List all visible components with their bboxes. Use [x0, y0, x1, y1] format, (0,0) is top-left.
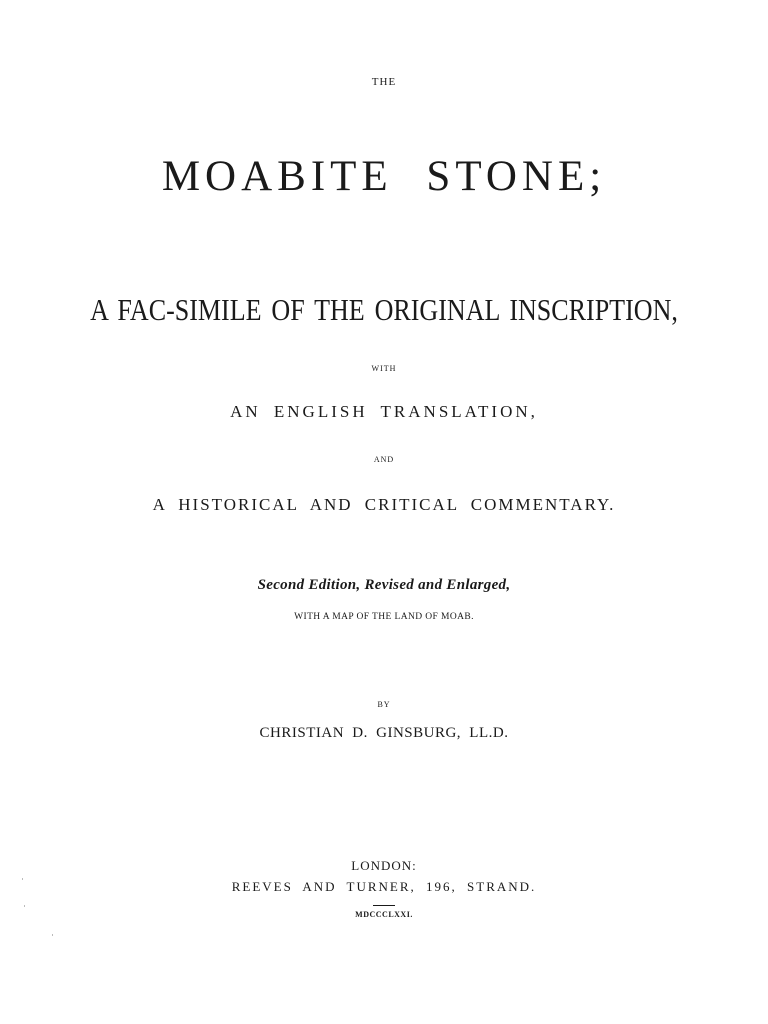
conjunction-and: AND	[373, 455, 395, 464]
paper-speck	[24, 905, 25, 907]
imprint-city: LONDON:	[351, 858, 417, 873]
article-the: THE	[371, 76, 397, 88]
map-note: WITH A MAP OF THE LAND OF MOAB.	[294, 612, 474, 622]
commentary-line: A HISTORICAL AND CRITICAL COMMENTARY.	[152, 495, 616, 514]
imprint-rule	[373, 905, 395, 906]
imprint-publisher: REEVES AND TURNER, 196, STRAND.	[231, 879, 537, 894]
translation-line: AN ENGLISH TRANSLATION,	[230, 402, 538, 421]
paper-speck	[52, 934, 53, 936]
edition-line: Second Edition, Revised and Enlarged,	[257, 577, 511, 593]
author-name: CHRISTIAN D. GINSBURG, LL.D.	[259, 725, 509, 741]
main-title: MOABITE STONE;	[161, 153, 607, 200]
by-line: BY	[377, 700, 391, 709]
paper-speck	[22, 878, 23, 880]
imprint-year: MDCCCLXXI.	[355, 910, 413, 919]
conjunction-with: WITH	[371, 364, 397, 373]
subtitle: A FAC-SIMILE OF THE ORIGINAL INSCRIPTION,	[90, 292, 678, 327]
